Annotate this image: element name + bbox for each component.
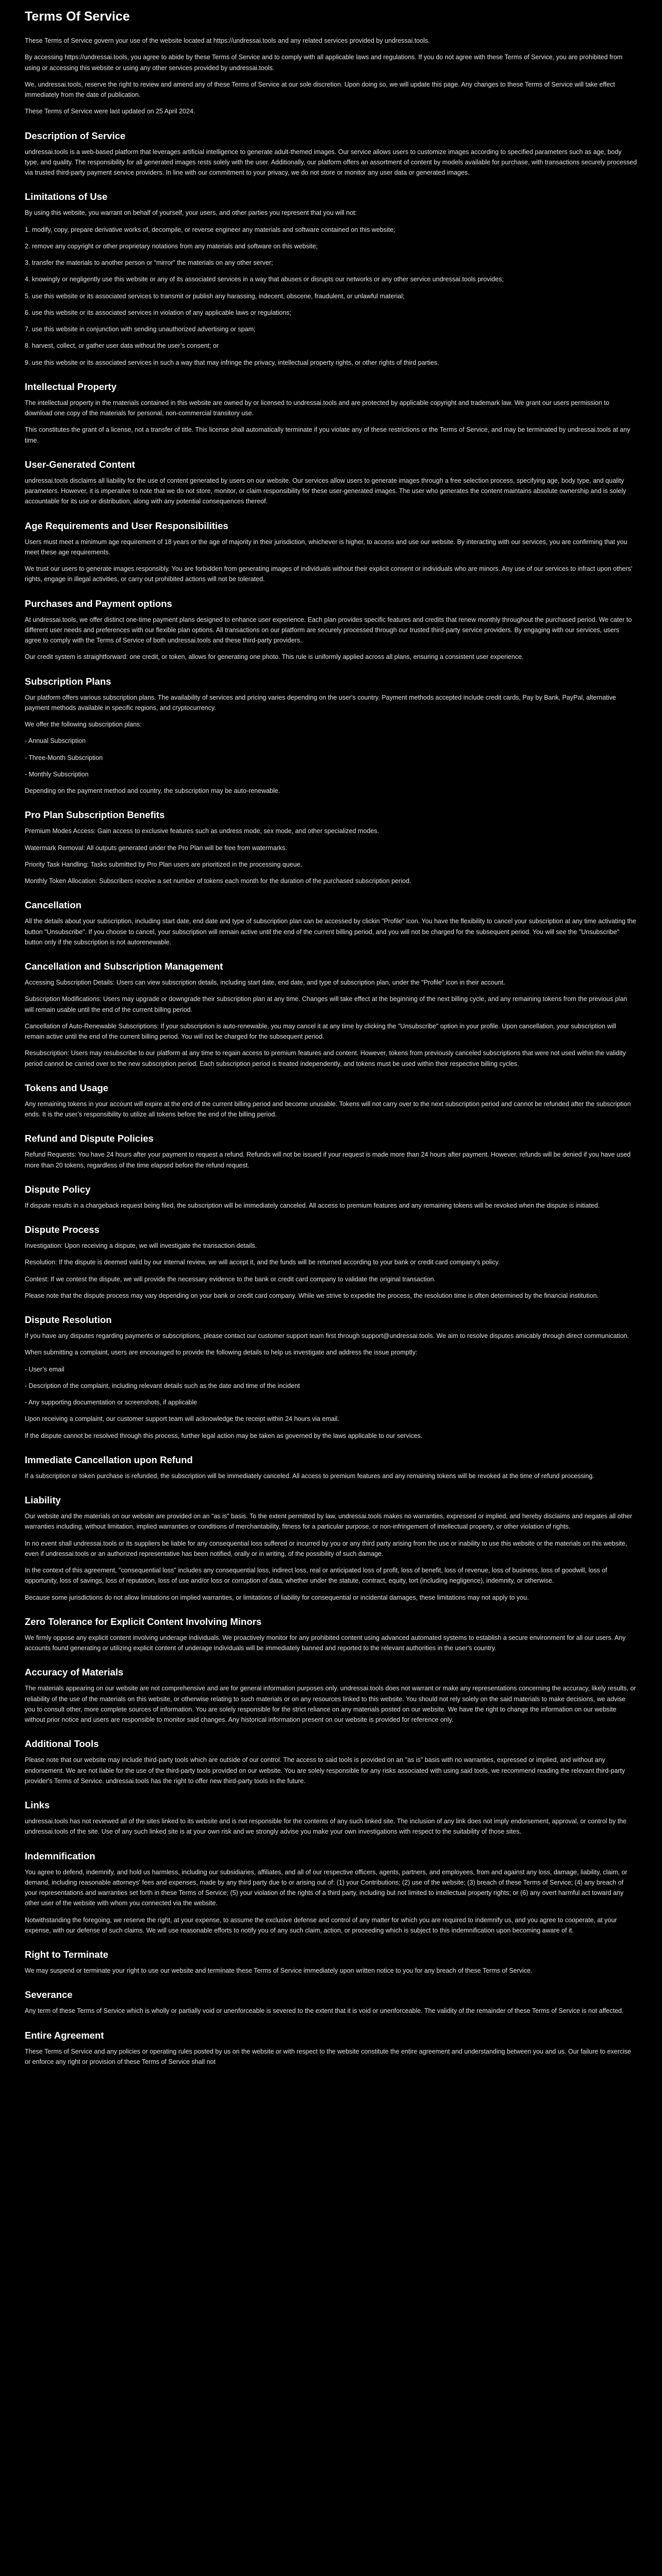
section-paragraph: 1. modify, copy, prepare derivative works of, decompile, or reverse engineer any materials and software contained on this website;	[25, 226, 395, 233]
sections-container	[25, 130, 637, 2067]
section-paragraph: 3. transfer the materials to another person or “mirror” the materials on any other server;	[25, 259, 273, 266]
section-liability	[25, 1495, 637, 1603]
section-heading: Links	[25, 1800, 50, 1810]
section-paragraph: undressai.tools has not reviewed all of the sites linked to its website and is not responsible for the contents of any such linked site. The inclusion of any link does not imply endorsement, approval, or control by the undressai.tools of the site. Use of any such linked site is at your own risk and we strongly advise you make your own investigations with respect to the suitability of those sites.	[25, 1818, 627, 1836]
section-paragraph: - Monthly Subscription	[25, 770, 89, 778]
section-heading: Subscription Plans	[25, 675, 111, 687]
section-heading: Zero Tolerance for Explicit Content Involving Minors	[25, 1616, 262, 1627]
section-paragraph: We offer the following subscription plans:	[25, 721, 142, 728]
section-accuracy-of-materials	[25, 1667, 637, 1725]
section-paragraph: 9. use this website or its associated services in such a way that may infringe the privacy, intellectual property rights, or other rights of third parties.	[25, 359, 439, 366]
intro-block	[25, 36, 637, 117]
section-paragraph: Depending on the payment method and country, the subscription may be auto-renewable.	[25, 787, 280, 794]
section-paragraph: - Any supporting documentation or screenshots, if applicable	[25, 1399, 197, 1406]
section-paragraph: Our platform offers various subscription plans. The availability of services and pricing varies depending on the user's country. Payment methods accepted include credit cards, Pay by Bank, PayPal, alternative payment methods available in specific regions, and cryptocurrency.	[25, 693, 616, 711]
section-paragraph: Refund Requests: You have 24 hours after your payment to request a refund. Refunds will not be issued if your request is made more than 24 hours after payment. However, refunds will be denied if you have used more than 20 tokens, regardless of the time elapsed before the refund request.	[25, 1151, 631, 1169]
section-paragraph: We may suspend or terminate your right to use our website and terminate these Terms of Service immediately upon written notice to you for any breach of these Terms of Service.	[25, 1967, 533, 1974]
section-heading: Refund and Dispute Policies	[25, 1133, 154, 1144]
section-limitations-of-use	[25, 191, 637, 368]
section-paragraph: 7. use this website in conjunction with sending unauthorized advertising or spam;	[25, 326, 256, 333]
section-cancellation	[25, 900, 637, 947]
section-heading: Immediate Cancellation upon Refund	[25, 1454, 193, 1465]
section-intellectual-property	[25, 381, 637, 446]
section-heading: Accuracy of Materials	[25, 1667, 124, 1678]
section-zero-tolerance-for-explicit-content-involving-minors	[25, 1616, 637, 1654]
section-heading: Right to Terminate	[25, 1949, 109, 1960]
section-dispute-resolution	[25, 1314, 637, 1441]
section-paragraph: Please note that the dispute process may vary depending on your bank or credit card company. While we strive to expedite the process, the resolution time is often determined by the financial institution.	[25, 1292, 599, 1299]
section-paragraph: You agree to defend, indemnify, and hold us harmless, including our subsidiaries, affiliates, and all of our respective officers, agents, partners, and employees, from and against any loss, damage, liability, claim, or demand, including reasonable attorneys' fees and expenses, made by any third party due to or arising out of: (1) your Contributions; (2) use of the website; (3) breach of these Terms of Service; (4) any breach of your representations and warranties set forth in these Terms of Service; (5) your violation of the rights of a third party, including but not limited to intellectual property rights; or (6) any overt harmful act toward any other user of the website with whom you connected via the website.	[25, 1868, 627, 1907]
section-paragraph: When submitting a complaint, users are encouraged to provide the following details to help us investigate and address the issue promptly:	[25, 1349, 418, 1357]
section-tokens-and-usage	[25, 1082, 637, 1120]
section-heading: Limitations of Use	[25, 191, 108, 202]
section-paragraph: The materials appearing on our website are not comprehensive and are for general information purposes only. undressai.tools does not warrant or make any representations concerning the accuracy, likely results, or reliability of the use of the materials on this website, or otherwise relating to such materials or on any resources linked to this website. You should not rely solely on the said materials to make decisions, we advise you to consult other, more complete sources of information. You are solely responsible for the strict reliance on any materials posted on our website. We have the right to change the information on our website without prior notice and users are responsible to monitor said changes. Any historical information present on our website is provided for reference only.	[25, 1685, 636, 1723]
section-paragraph: If a subscription or token purchase is refunded, the subscription will be immediately canceled. All access to premium features and any remaining tokens will be revoked at the time of refund processing.	[25, 1472, 594, 1480]
section-links	[25, 1800, 637, 1837]
section-paragraph: Cancellation of Auto-Renewable Subscriptions: If your subscription is auto-renewable, you may cancel it at any time by clicking the "Unsubscribe" option in your profile. Upon cancellation, your subscription will remain active until the end of the current billing period. You will not be charged for the subsequent period.	[25, 1022, 616, 1040]
section-paragraph: 5. use this website or its associated services to transmit or publish any harassing, indecent, obscene, fraudulent, or unlawful material;	[25, 292, 405, 300]
section-cancellation-and-subscription-management	[25, 961, 637, 1069]
section-dispute-process	[25, 1224, 637, 1301]
section-user-generated-content	[25, 459, 637, 507]
intro-paragraph: We, undressai.tools, reserve the right to review and amend any of these Terms of Service at our sole discretion. Upon doing so, we will update this page. Any changes to these Terms of Service will take effect immediately from the date of publication.	[25, 80, 615, 98]
section-heading: User-Generated Content	[25, 459, 135, 470]
section-paragraph: We firmly oppose any explicit content involving underage individuals. We proactively monitor for any prohibited content using advanced automated systems to establish a secure environment for all our users. Any accounts found generating or utilizing explicit content of underage individuals will be immediately banned and reported to the relevant authorities in the user's country.	[25, 1634, 626, 1652]
section-paragraph: Upon receiving a complaint, our customer support team will acknowledge the receipt within 24 hours via email.	[25, 1415, 340, 1423]
intro-paragraph: These Terms of Service govern your use of the website located at https://undressai.tools and any related services provided by undressai.tools.	[25, 37, 430, 44]
section-heading: Pro Plan Subscription Benefits	[25, 809, 165, 821]
section-paragraph: 4. knowingly or negligently use this website or any of its associated services in a way that abuses or disrupts our networks or any other service undressai.tools provides;	[25, 276, 504, 283]
section-paragraph: Our website and the materials on our website are provided on an "as is" basis. To the extent permitted by law, undressai.tools makes no warranties, expressed or implied, and hereby disclaims and negates all other warranties including, without limitation, implied warranties or conditions of merchantability, fitness for a particular purpose, or non-infringement of intellectual property, or other violation of rights.	[25, 1513, 633, 1531]
section-paragraph: Accessing Subscription Details: Users can view subscription details, including start date, end date, and type of subscription plan, under the "Profile" icon in their account.	[25, 979, 505, 986]
section-paragraph: In the context of this agreement, "consequential loss" includes any consequential loss, indirect loss, real or anticipated loss of profit, loss of benefit, loss of revenue, loss of business, loss of goodwill, loss of opportunity, loss of savings, loss of reputation, loss of use and/or loss or corruption of data, whether under the statute, contract, equity, tort (including negligence), indemnity, or otherwise.	[25, 1567, 607, 1585]
section-paragraph: Priority Task Handling: Tasks submitted by Pro Plan users are prioritized in the processing queue.	[25, 860, 303, 868]
section-subscription-plans	[25, 676, 637, 796]
section-paragraph: In no event shall undressai.tools or its suppliers be liable for any consequential loss suffered or incurred by you or any third party arising from the use or inability to use this website or the materials on this website, even if undressai.tools or an authorized representative has been notified, orally or in writing, of the possibility of such damage.	[25, 1539, 627, 1557]
section-heading: Intellectual Property	[25, 381, 117, 392]
section-paragraph: If dispute results in a chargeback request being filed, the subscription will be immediately canceled. All access to premium features and any remaining tokens will be revoked when the dispute is initiated.	[25, 1201, 600, 1209]
section-paragraph: Premium Modes Access: Gain access to exclusive features such as undress mode, sex mode, and other specialized modes.	[25, 827, 379, 835]
section-right-to-terminate	[25, 1949, 637, 1976]
section-paragraph: Investigation: Upon receiving a dispute, we will investigate the transaction details.	[25, 1242, 257, 1249]
section-paragraph: If you have any disputes regarding payments or subscriptions, please contact our customer support team first through support@undressai.tools. We aim to resolve disputes amicably through direct communication.	[25, 1332, 630, 1340]
section-paragraph: Subscription Modifications: Users may upgrade or downgrade their subscription plan at any time. Changes will take effect at the beginning of the next billing cycle, and any remaining tokens from the previous plan will remain usable until the end of the current billing period.	[25, 995, 627, 1013]
section-paragraph: Resubscription: Users may resubscribe to our platform at any time to regain access to premium features and content. However, tokens from previously canceled subscriptions that were not used within the validity period cannot be carried over to the new subscription period. Each subscription period is treated independently, and tokens must be used within their respective billing cycles.	[25, 1049, 626, 1067]
section-heading: Indemnification	[25, 1850, 95, 1861]
section-heading: Description of Service	[25, 130, 126, 141]
section-paragraph: Because some jurisdictions do not allow limitations on implied warranties, or limitations of liability for consequential or incidental damages, these limitations may not apply to you.	[25, 1594, 529, 1601]
section-heading: Additional Tools	[25, 1738, 99, 1750]
section-paragraph: Resolution: If the dispute is deemed valid by our internal review, we will accept it, and the funds will be returned according to your bank or credit card company's policy.	[25, 1259, 500, 1266]
section-heading: Purchases and Payment options	[25, 598, 172, 609]
section-paragraph: Users must meet a minimum age requirement of 18 years or the age of majority in their jurisdiction, whichever is higher, to access and use our website. By interacting with our services, you are confirming that you meet these age requirements.	[25, 538, 627, 556]
section-paragraph: Monthly Token Allocation: Subscribers receive a set number of tokens each month for the duration of the purchased subscription period.	[25, 877, 411, 885]
intro-paragraph: By accessing https://undressai.tools, you agree to abide by these Terms of Service and to comply with all applicable laws and regulations. If you do not agree with these Terms of Service, you are prohibited from using or accessing this website or using any other services provided by undressai.tools.	[25, 54, 623, 72]
section-paragraph: The intellectual property in the materials contained in this website are owned by or licensed to undressai.tools and are protected by applicable copyright and trademark law. We grant our users permission to download one copy of the materials for personal, non-commercial transitory use.	[25, 399, 609, 417]
section-paragraph: Any term of these Terms of Service which is wholly or partially void or unenforceable is severed to the extent that it is void or unenforceable. The validity of the remainder of these Terms of Service is not affected.	[25, 2007, 624, 2015]
section-heading: Dispute Policy	[25, 1183, 91, 1195]
section-paragraph: Please note that our website may include third-party tools which are outside of our control. The access to said tools is provided on an "as is" basis with no warranties, expressed or implied, and without any endorsement. We are not liable for the use of the third-party tools provided on our website. You are solely responsible for any risks associated with using said tools, we recommend reading the relevant third-party provider's Terms of Service. undressai.tools has the right to offer new third-party tools in the future.	[25, 1756, 625, 1785]
section-paragraph: undressai.tools disclaims all liability for the use of content generated by users on our website. Our services allow users to generate images through a free selection process, specifying age, body type, and quality parameters. However, it is imperative to note that we do not store, monitor, or claim responsibility for these user-generated images. The user who generates the content maintains absolute ownership and is solely accountable for its use or distribution, along with any potential consequences thereof.	[25, 477, 626, 505]
section-dispute-policy	[25, 1184, 637, 1211]
section-description-of-service	[25, 130, 637, 178]
section-paragraph: If the dispute cannot be resolved through this process, further legal action may be taken as governed by the laws applicable to our services.	[25, 1432, 423, 1439]
section-paragraph: These Terms of Service and any policies or operating rules posted by us on the website or with respect to the website constitute the entire agreement and understanding between you and us. Our failure to exercise or enforce any right or provision of these Terms of Service shall not	[25, 2047, 632, 2065]
intro-paragraph: These Terms of Service were last updated on 25 April 2024.	[25, 108, 195, 115]
section-paragraph: 6. use this website or its associated services in violation of any applicable laws or regulations;	[25, 309, 291, 316]
section-paragraph: - User’s email	[25, 1365, 64, 1373]
section-paragraph: By using this website, you warrant on behalf of yourself, your users, and other parties you represent that you will not:	[25, 209, 357, 217]
section-immediate-cancellation-upon-refund	[25, 1454, 637, 1481]
section-paragraph: - Annual Subscription	[25, 737, 86, 745]
section-paragraph: All the details about your subscription, including start date, end date and type of subscription plan can be accessed by clickin "Profile" icon. You have the flexibility to cancel your subscription at any time activating the button "Unsubscribe". If you choose to cancel, your subscription will remain active until the end of the current billing period, and you will not be charged for the subsequent period. You will see the "Unsubscribe" button only if the subscription is not autorenewable.	[25, 918, 636, 946]
section-heading: Age Requirements and User Responsibilities	[25, 520, 228, 531]
section-paragraph: This constitutes the grant of a license, not a transfer of title. This license shall automatically terminate if you violate any of these restrictions or the Terms of Service, and may be terminated by undressai.tools at any time.	[25, 426, 631, 444]
section-heading: Entire Agreement	[25, 2029, 104, 2041]
section-age-requirements-and-user-responsibilities	[25, 520, 637, 585]
section-heading: Dispute Process	[25, 1224, 100, 1235]
section-paragraph: We trust our users to generate images responsibly. You are forbidden from generating images of individuals without their explicit consent or individuals who are minors. Any use of our services to infract upon others' rights, engage in illegal activities, or carry out prohibited actions will not be tolerated.	[25, 565, 633, 583]
section-paragraph: At undressai.tools, we offer distinct one-time payment plans designed to enhance user experience. Each plan provides specific features and credits that renew monthly throughout the purchased period. We cater to different user needs and preferences with our flexible plan options. All transactions on our platform are securely processed through our trusted third-party service providers. By engaging with our services, users agree to comply with the Terms of Service of both undressai.tools and these third-party providers.	[25, 616, 632, 644]
page-title: Terms Of Service	[25, 9, 130, 24]
section-paragraph: Our credit system is straightforward: one credit, or token, allows for generating one photo. This rule is uniformly applied across all plans, ensuring a consistent user experience.	[25, 653, 524, 661]
section-heading: Liability	[25, 1495, 61, 1505]
section-paragraph: Watermark Removal: All outputs generated under the Pro Plan will be free from watermarks.	[25, 844, 287, 852]
section-refund-and-dispute-policies	[25, 1133, 637, 1171]
section-heading: Dispute Resolution	[25, 1314, 112, 1325]
section-paragraph: Any remaining tokens in your account will expire at the end of the current billing period and become unusable. Tokens will not carry over to the next subscription period and cannot be refunded after the subscription ends. It is the user’s responsibility to utilize all tokens before the end of the billing period.	[25, 1100, 631, 1118]
section-paragraph: 2. remove any copyright or other proprietary notations from any materials and software on this website;	[25, 242, 318, 250]
section-paragraph: Notwithstanding the foregoing, we reserve the right, at your expense, to assume the exclusive defense and control of any matter for which you are required to indemnify us, and you agree to cooperate, at your expense, with our defense of such claims. We will use reasonable efforts to notify you of any such claim, action, or proceeding which is subject to this indemnification upon becoming aware of it.	[25, 1916, 617, 1934]
section-entire-agreement	[25, 2030, 637, 2067]
section-paragraph: Contest: If we contest the dispute, we will provide the necessary evidence to the bank or credit card company to validate the original transaction.	[25, 1275, 436, 1283]
section-paragraph: 8. harvest, collect, or gather user data without the user’s consent; or	[25, 342, 219, 350]
section-paragraph: undressai.tools is a web-based platform that leverages artificial intelligence to generate adult-themed images. Our service allows users to customize images according to specified parameters such as age, body type, and quality. The responsibility for all generated images rests solely with the user. Additionally, our platform offers an assortment of content by models available for purchase, with transactions securely processed via trusted third-party payment service providers. In line with our commitment to your privacy, we do not store or monitor any user data or generated images.	[25, 148, 637, 176]
section-paragraph: - Description of the complaint, including relevant details such as the date and time of the incident	[25, 1382, 300, 1389]
section-paragraph: - Three-Month Subscription	[25, 754, 103, 761]
section-heading: Cancellation and Subscription Management	[25, 961, 223, 972]
section-pro-plan-subscription-benefits	[25, 809, 637, 886]
section-additional-tools	[25, 1738, 637, 1786]
section-indemnification	[25, 1851, 637, 1936]
section-heading: Tokens and Usage	[25, 1082, 109, 1093]
section-severance	[25, 1989, 637, 2016]
section-purchases-and-payment-options	[25, 598, 637, 663]
section-heading: Severance	[25, 1989, 73, 2001]
section-heading: Cancellation	[25, 900, 81, 911]
